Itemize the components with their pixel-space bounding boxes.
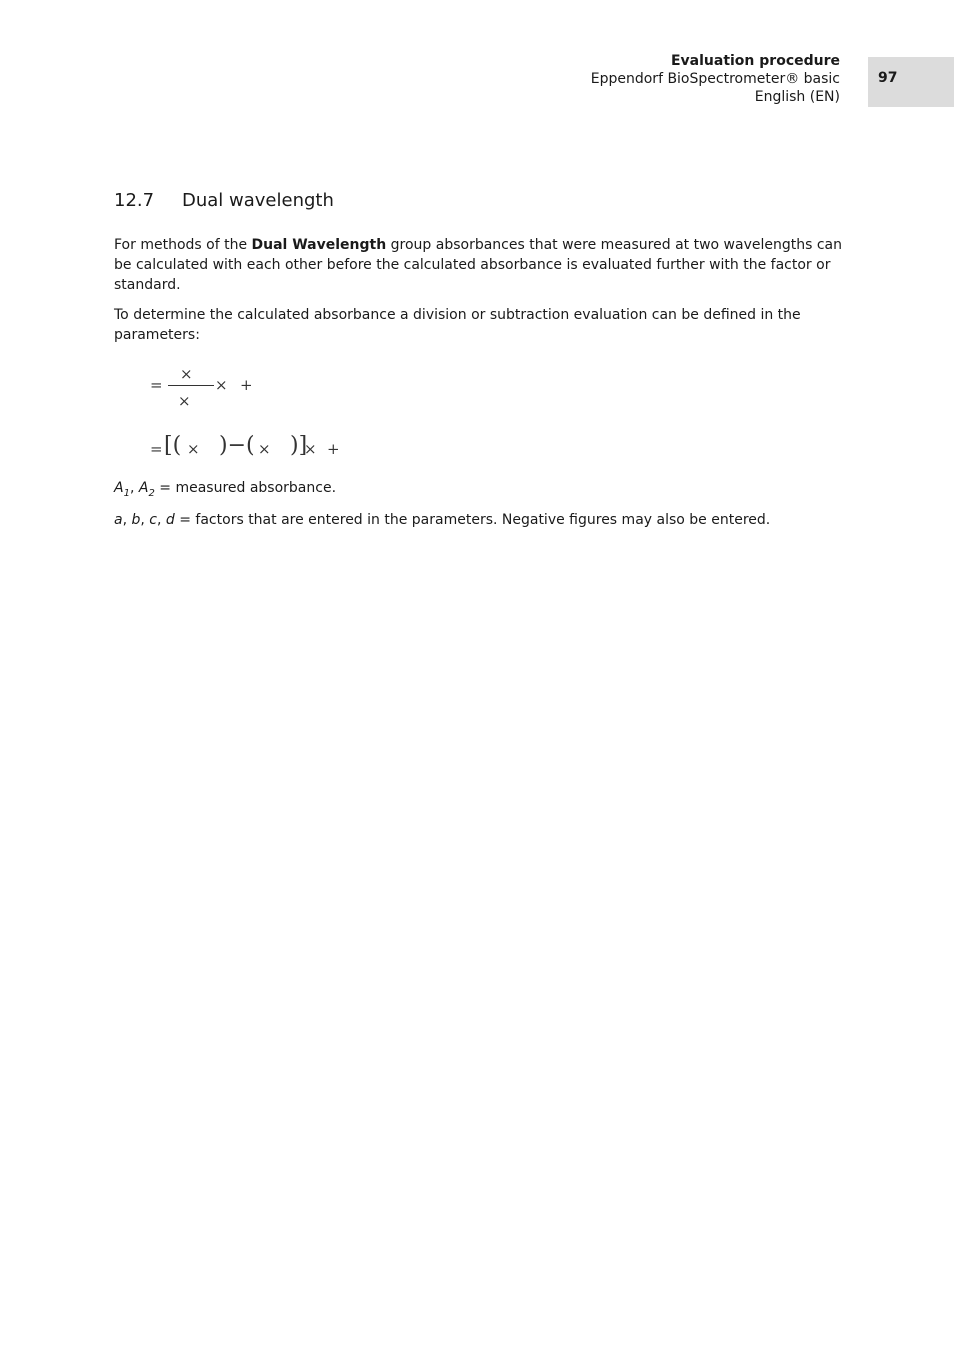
- header-language: English (EN): [754, 89, 840, 105]
- intro-bold-term: Dual Wavelength: [251, 237, 387, 253]
- page-header: [591, 52, 840, 106]
- absorbance-definition: [114, 478, 844, 504]
- header-product-name: Eppendorf BioSpectrometer® basic: [590, 71, 840, 87]
- header-section-title: Evaluation procedure: [670, 53, 840, 69]
- factors-definition-text: = factors that are entered in the parameters. Negative figures may also be entered.: [174, 512, 771, 528]
- var-a1-sub: 1: [123, 487, 130, 499]
- evaluation-paragraph: To determine the calculated absorbance a division or subtraction evaluation can be defined in the parameters:: [114, 307, 801, 343]
- section-title: Dual wavelength: [182, 190, 334, 211]
- var-a: a: [114, 512, 123, 528]
- fraction-line: [168, 385, 214, 386]
- formula1-plus: +: [240, 376, 253, 394]
- section-number: 12.7: [114, 190, 155, 211]
- formula2-plus: +: [327, 440, 340, 458]
- formula1-equals: =: [150, 376, 163, 394]
- var-d: d: [165, 512, 175, 528]
- var-c: c: [149, 512, 157, 528]
- formula2-equals: =: [150, 440, 163, 458]
- var-b: b: [131, 512, 141, 528]
- formula2-minus: )−(: [219, 433, 255, 458]
- separator: ,: [140, 512, 150, 528]
- separator: ,: [122, 512, 132, 528]
- intro-paragraph: [114, 235, 844, 295]
- separator: ,: [157, 512, 166, 528]
- absorbance-definition-text: = measured absorbance.: [154, 480, 337, 496]
- intro-text-end: group absorbances that were measured at two wavelengths can be calculated with each other before the calculated absorbance is evaluated further with the factor or standard.: [114, 237, 842, 293]
- intro-text-start: For methods of the: [114, 237, 252, 253]
- formula1-numerator-times: ×: [180, 365, 193, 383]
- var-a2: A: [138, 480, 149, 496]
- formula1-denominator-times: ×: [178, 392, 191, 410]
- page-number: 97: [878, 70, 898, 86]
- formula2-times2: ×: [258, 440, 271, 458]
- formula1-times: ×: [215, 376, 228, 394]
- comma: ,: [129, 480, 139, 496]
- formula2-times3: ×: [304, 440, 317, 458]
- formula2-times1: ×: [187, 440, 200, 458]
- section-heading: [114, 190, 334, 212]
- var-a1: A: [114, 480, 124, 496]
- var-a2-sub: 2: [148, 487, 155, 499]
- formula2-open-bracket: [(: [164, 433, 182, 458]
- formula2-close-bracket: )]: [290, 433, 308, 458]
- factors-definition: [114, 510, 844, 530]
- page-number-tab: [868, 57, 954, 107]
